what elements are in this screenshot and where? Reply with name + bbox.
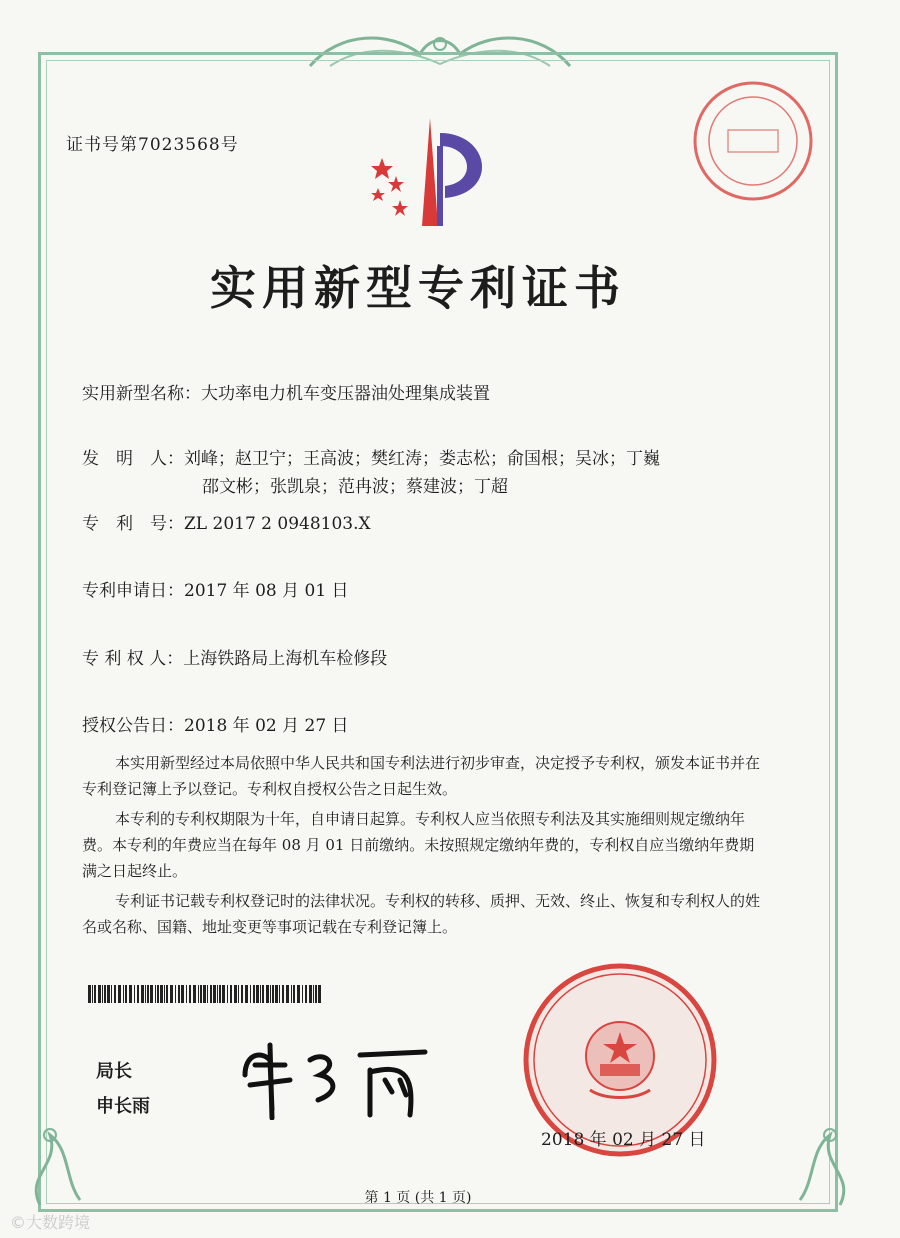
- barcode-bar: [272, 985, 274, 1003]
- body-paragraph: 本专利的专利权期限为十年，自申请日起算。专利权人应当依照专利法及其实施细则规定缴纳年费。本专利的年费应当在每年 08 月 01 日前缴纳。未按照规定缴纳年费的，专利权自应当缴纳年费期满之日起终止。: [82, 810, 755, 880]
- barcode-bar: [178, 985, 180, 1003]
- barcode-bar: [111, 985, 112, 1003]
- patentee-field: [82, 645, 387, 673]
- barcode-bar: [279, 985, 280, 1003]
- field-value: ZL 2017 2 0948103.X: [184, 514, 371, 534]
- barcode-bar: [129, 985, 132, 1003]
- field-value: 2018 年 02 月 27 日: [184, 716, 349, 736]
- barcode-bar: [181, 985, 184, 1003]
- tax-seal-stamp-icon: [690, 78, 816, 204]
- barcode-bar: [256, 985, 259, 1003]
- field-label: 专 利 权 人：: [82, 649, 184, 669]
- barcode-bar: [282, 985, 284, 1003]
- barcode-bar: [219, 985, 221, 1003]
- field-value: 刘峰；赵卫宁；王高波；樊红涛；娄志松；俞国根；吴冰；丁巍: [184, 449, 660, 469]
- barcode-bar: [107, 985, 110, 1003]
- application-date-field: [82, 577, 349, 605]
- signature-icon: [230, 1030, 440, 1120]
- barcode-bar: [270, 985, 271, 1003]
- watermark: ©大数跨境: [10, 1213, 91, 1232]
- barcode-bar: [305, 985, 307, 1003]
- barcode-bar: [155, 985, 156, 1003]
- barcode-bar: [88, 985, 91, 1003]
- barcode-bar: [164, 985, 165, 1003]
- barcode-bar: [238, 985, 239, 1003]
- barcode-bar: [222, 985, 225, 1003]
- barcode-bar: [291, 985, 292, 1003]
- certificate-number: 证书号第7023568号: [66, 135, 239, 155]
- certificate-title: 实用新型专利证书: [210, 261, 626, 315]
- barcode-bar: [147, 985, 149, 1003]
- barcode-bar: [200, 985, 202, 1003]
- barcode-bar: [318, 985, 321, 1003]
- field-label: 授权公告日：: [82, 716, 184, 736]
- barcode-bar: [213, 985, 216, 1003]
- certificate-body: [82, 750, 762, 944]
- barcode-bar: [203, 985, 206, 1003]
- field-label: 发 明 人：: [82, 449, 184, 469]
- patent-office-logo-icon: [360, 118, 510, 228]
- barcode-bar: [253, 985, 255, 1003]
- barcode-bar: [189, 985, 191, 1003]
- barcode-bar: [275, 985, 278, 1003]
- barcode-bar: [125, 985, 127, 1003]
- patent-number-field: [82, 510, 371, 538]
- barcode-bar: [217, 985, 218, 1003]
- barcode-bar: [157, 985, 159, 1003]
- barcode-bar: [114, 985, 116, 1003]
- barcode-bar: [234, 985, 237, 1003]
- barcode-bar: [250, 985, 251, 1003]
- barcode-bar: [145, 985, 146, 1003]
- barcode-bar: [210, 985, 212, 1003]
- barcode-bar: [141, 985, 144, 1003]
- barcode-bar: [92, 985, 93, 1003]
- inventor-field: [82, 445, 660, 501]
- page-number: 第 1 页 (共 1 页): [364, 1190, 472, 1206]
- body-paragraph: 本实用新型经过本局依照中华人民共和国专利法进行初步审查，决定授予专利权，颁发本证书并在专利登记簿上予以登记。专利权自授权公告之日起生效。: [82, 754, 761, 798]
- barcode-bar: [315, 985, 317, 1003]
- field-value: 2017 年 08 月 01 日: [184, 581, 349, 601]
- barcode-bar: [313, 985, 314, 1003]
- barcode-bar: [227, 985, 228, 1003]
- barcode-bar: [245, 985, 248, 1003]
- barcode-bar: [186, 985, 187, 1003]
- barcode-bar: [118, 985, 121, 1003]
- barcode-bar: [230, 985, 232, 1003]
- field-value: 大功率电力机车变压器油处理集成装置: [201, 384, 490, 404]
- field-label: 专 利 号：: [82, 514, 184, 534]
- field-value: 上海铁路局上海机车检修段: [183, 649, 388, 669]
- barcode-bar: [160, 985, 163, 1003]
- barcode-bar: [297, 985, 300, 1003]
- barcode-bar: [302, 985, 303, 1003]
- barcode-bar: [166, 985, 168, 1003]
- barcode-bar: [94, 985, 96, 1003]
- body-paragraph: 专利证书记载专利权登记时的法律状况。专利权的转移、质押、无效、终止、恢复和专利权人的姓名或名称、国籍、地址变更等事项记载在专利登记簿上。: [82, 892, 761, 936]
- barcode-bar: [170, 985, 173, 1003]
- barcode-bar: [102, 985, 103, 1003]
- field-value-continued: 邵文彬；张凯泉；范冉波；蔡建波；丁超: [202, 477, 508, 497]
- barcode-bar: [241, 985, 243, 1003]
- barcode-bar: [134, 985, 135, 1003]
- director-title: 局长: [96, 1061, 132, 1082]
- barcode-bar: [260, 985, 261, 1003]
- barcode-bar: [150, 985, 153, 1003]
- barcode-bar: [309, 985, 312, 1003]
- barcode-bar: [137, 985, 139, 1003]
- grant-date-field: [82, 712, 349, 740]
- barcode-bar: [98, 985, 101, 1003]
- barcode-bar: [293, 985, 295, 1003]
- barcode-bar: [262, 985, 264, 1003]
- field-label: 专利申请日：: [82, 581, 184, 601]
- barcode-bar: [266, 985, 269, 1003]
- barcode-icon: [88, 985, 324, 1003]
- barcode-bar: [207, 985, 208, 1003]
- director-name: 申长雨: [96, 1096, 150, 1117]
- utility-model-name-field: [82, 380, 490, 408]
- field-label: 实用新型名称：: [82, 384, 201, 404]
- barcode-bar: [123, 985, 124, 1003]
- barcode-bar: [198, 985, 199, 1003]
- barcode-bar: [193, 985, 196, 1003]
- barcode-bar: [104, 985, 106, 1003]
- barcode-bar: [286, 985, 289, 1003]
- seal-date: 2018 年 02 月 27 日: [541, 1130, 706, 1150]
- barcode-bar: [175, 985, 176, 1003]
